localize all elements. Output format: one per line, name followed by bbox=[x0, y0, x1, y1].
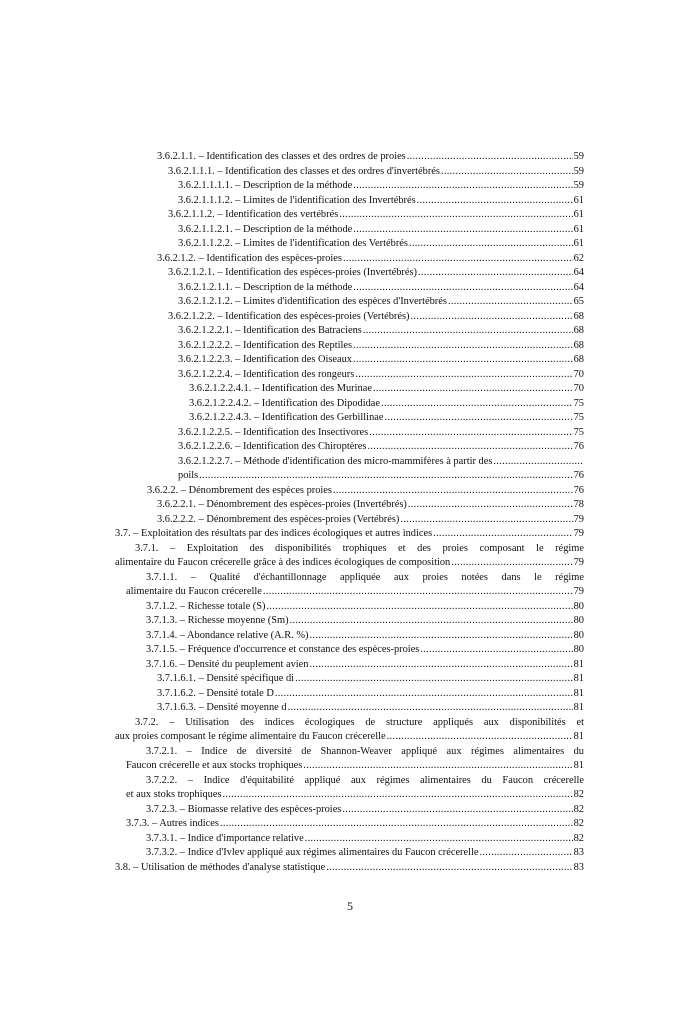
leader-dots bbox=[353, 281, 572, 296]
toc-entry-label: 3.6.2.1.2.2. – Identification des espèces-proies (Vertébrés) bbox=[168, 310, 410, 322]
toc-entry-label: 3.6.2.1.2. – Identification des espèces-proies bbox=[157, 252, 342, 264]
toc-entry-label: 3.6.2.1.2.1. – Identification des espèces-proies (Invertébrés) bbox=[168, 267, 417, 278]
toc-entry-page: 68 bbox=[573, 310, 584, 322]
toc-entry-label: 3.6.2.1.2.2.4.1. – Identification des Murinae bbox=[189, 383, 372, 394]
toc-entry-page: 59 bbox=[573, 180, 584, 191]
leader-dots bbox=[433, 527, 572, 542]
toc-entry[interactable] bbox=[157, 498, 584, 513]
toc-entry-page: 68 bbox=[573, 325, 584, 336]
leader-dots bbox=[353, 223, 572, 238]
toc-entry-page: 79 bbox=[573, 557, 584, 568]
toc-entry-page: 80 bbox=[573, 600, 584, 612]
toc-entry[interactable] bbox=[147, 484, 584, 499]
toc-entry-label-continued: alimentaire du Faucon crécerelle bbox=[126, 586, 262, 597]
toc-entry[interactable] bbox=[168, 266, 584, 281]
toc-entry-label: 3.6.2.1.2.2.6. – Identification des Chiroptères bbox=[178, 441, 367, 452]
toc-entry-label-continued: poils bbox=[178, 470, 199, 481]
leader-dots bbox=[355, 368, 572, 383]
leader-dots bbox=[411, 310, 573, 325]
toc-entry-page: 59 bbox=[573, 165, 584, 177]
toc-entry-label: 3.6.2.2. – Dénombrement des espèces proies bbox=[147, 484, 332, 496]
toc-entry-label: 3.6.2.1.1.1.1. – Description de la méthode bbox=[178, 180, 353, 191]
leader-dots bbox=[263, 585, 573, 600]
toc-entry[interactable] bbox=[178, 455, 584, 484]
toc-entry-label: 3.7.1.2. – Richesse totale (S) bbox=[146, 600, 266, 612]
toc-entry-page: 62 bbox=[573, 252, 584, 264]
toc-entry[interactable] bbox=[146, 803, 584, 818]
toc-entry-label: 3.7.1.1. – Qualité d'échantillonnage appliquée aux proies notées dans le régime bbox=[146, 571, 584, 583]
toc-entry[interactable] bbox=[168, 208, 584, 223]
toc-entry-label: 3.7.2.1. – Indice de diversité de Shannon-Weaver appliqué aux régimes alimentaires du bbox=[146, 745, 584, 757]
leader-dots bbox=[441, 165, 573, 180]
toc-entry[interactable] bbox=[157, 687, 584, 702]
toc-entry-page: 81 bbox=[573, 673, 584, 684]
toc-entry-page: 64 bbox=[573, 267, 584, 278]
toc-entry-page: 81 bbox=[573, 658, 584, 670]
toc-entry-label: 3.6.2.1.1.2.1. – Description de la méthode bbox=[178, 223, 353, 235]
toc-entry-page: 76 bbox=[573, 484, 584, 496]
toc-entry[interactable] bbox=[126, 817, 584, 832]
toc-entry[interactable] bbox=[126, 571, 584, 600]
toc-entry[interactable] bbox=[146, 629, 584, 644]
toc-entry-page: 68 bbox=[573, 354, 584, 365]
leader-dots bbox=[381, 397, 573, 412]
toc-entry[interactable] bbox=[146, 600, 584, 615]
toc-entry-label: 3.7.1.6. – Densité du peuplement avien bbox=[146, 658, 309, 670]
toc-entry[interactable] bbox=[178, 179, 584, 194]
toc-entry-page: 81 bbox=[573, 760, 584, 771]
toc-entry[interactable] bbox=[178, 194, 584, 209]
toc-entry-page: 79 bbox=[573, 528, 584, 539]
leader-dots bbox=[295, 672, 573, 687]
toc-entry-page: 61 bbox=[573, 238, 584, 249]
toc-entry[interactable] bbox=[178, 223, 584, 238]
toc-entry-label: 3.6.2.1.1.1. – Identification des classes et des ordres d'invertébrés bbox=[168, 165, 440, 177]
toc-entry-label: 3.7.1. – Exploitation des disponibilités trophiques et des proies composant le régime bbox=[135, 542, 584, 554]
leader-dots bbox=[385, 411, 573, 426]
leader-dots bbox=[373, 382, 573, 397]
toc-entry-page: 80 bbox=[573, 629, 584, 641]
toc-entry-label: 3.6.2.1.2.1.2. – Limites d'identification des espèces d'Invertébrés bbox=[178, 296, 447, 307]
toc-entry[interactable] bbox=[146, 643, 584, 658]
leader-dots bbox=[369, 426, 572, 441]
toc-entry-label: 3.6.2.2.1. – Dénombrement des espèces-proies (Invertébrés) bbox=[157, 499, 407, 510]
toc-entry-label: 3.6.2.1.1.2.2. – Limites de l'identification des Vertébrés bbox=[178, 238, 408, 249]
toc-entry[interactable] bbox=[115, 861, 584, 876]
leader-dots bbox=[223, 788, 573, 803]
toc-entry[interactable] bbox=[146, 614, 584, 629]
toc-entry[interactable] bbox=[168, 310, 584, 325]
leader-dots bbox=[339, 208, 572, 223]
toc-entry[interactable] bbox=[157, 672, 584, 687]
leader-dots bbox=[400, 513, 572, 528]
toc-entry-label-continued: alimentaire du Faucon crécerelle grâce à des indices écologiques de composition bbox=[115, 557, 451, 568]
leader-dots bbox=[220, 817, 573, 832]
toc-entry-label: 3.7.1.6.1. – Densité spécifique di bbox=[157, 673, 295, 684]
toc-entry-label: 3.6.2.1.2.2.5. – Identification des Insectivores bbox=[178, 426, 369, 438]
toc-entry-page: 76 bbox=[573, 441, 584, 452]
leader-dots bbox=[353, 339, 573, 354]
toc-entry-label: 3.7. – Exploitation des résultats par des indices écologiques et autres indices bbox=[115, 528, 433, 539]
leader-dots bbox=[493, 455, 583, 470]
toc-entry-page: 61 bbox=[573, 223, 584, 235]
toc-entry-label: 3.7.1.6.3. – Densité moyenne d bbox=[157, 702, 287, 713]
leader-dots bbox=[326, 861, 572, 876]
toc-entry[interactable] bbox=[178, 440, 584, 455]
leader-dots bbox=[343, 252, 573, 267]
leader-dots bbox=[288, 701, 573, 716]
leader-dots bbox=[363, 324, 573, 339]
toc-entry-page: 78 bbox=[573, 499, 584, 510]
toc-entry-page: 70 bbox=[573, 368, 584, 380]
table-of-contents bbox=[0, 150, 700, 875]
toc-entry[interactable] bbox=[126, 774, 584, 803]
toc-entry[interactable] bbox=[115, 542, 584, 571]
toc-entry-label: 3.6.2.1.2.2.4. – Identification des rongeurs bbox=[178, 368, 355, 380]
leader-dots bbox=[266, 600, 572, 615]
leader-dots bbox=[303, 759, 572, 774]
toc-entry-page: 82 bbox=[573, 818, 584, 829]
toc-entry[interactable] bbox=[157, 513, 584, 528]
toc-entry[interactable] bbox=[168, 165, 584, 180]
toc-entry-label: 3.6.2.1.1.1.2. – Limites de l'identification des Invertébrés bbox=[178, 194, 416, 206]
toc-entry-page: 82 bbox=[573, 803, 584, 815]
leader-dots bbox=[309, 658, 572, 673]
toc-entry-label: 3.6.2.1.1. – Identification des classes et des ordres de proies bbox=[157, 151, 406, 162]
leader-dots bbox=[275, 687, 573, 702]
toc-entry[interactable] bbox=[178, 324, 584, 339]
toc-entry[interactable] bbox=[178, 368, 584, 383]
toc-entry-page: 82 bbox=[573, 789, 584, 800]
leader-dots bbox=[353, 353, 573, 368]
leader-dots bbox=[290, 614, 573, 629]
toc-entry[interactable] bbox=[157, 150, 584, 165]
toc-entry-label-continued: Faucon crécerelle et aux stocks trophiques bbox=[126, 760, 303, 771]
toc-entry-page: 75 bbox=[573, 426, 584, 438]
toc-entry-page: 59 bbox=[573, 151, 584, 162]
toc-entry-label: 3.6.2.1.2.2.4.2. – Identification des Dipodidae bbox=[189, 397, 381, 409]
toc-entry-page: 70 bbox=[573, 383, 584, 394]
leader-dots bbox=[305, 832, 573, 847]
toc-entry[interactable] bbox=[178, 295, 584, 310]
toc-entry[interactable] bbox=[146, 658, 584, 673]
leader-dots bbox=[480, 846, 573, 861]
toc-entry-page: 83 bbox=[573, 847, 584, 858]
toc-entry-label: 3.7.3.1. – Indice d'importance relative bbox=[146, 832, 304, 844]
leader-dots bbox=[309, 629, 572, 644]
toc-entry-label: 3.7.3. – Autres indices bbox=[126, 818, 219, 829]
toc-entry-page: 61 bbox=[573, 194, 584, 206]
toc-entry[interactable] bbox=[146, 832, 584, 847]
toc-entry[interactable] bbox=[115, 716, 584, 745]
toc-entry-label: 3.7.3.2. – Indice d'Ivlev appliqué aux régimes alimentaires du Faucon crécerelle bbox=[146, 847, 479, 858]
toc-entry-label: 3.6.2.1.2.1.1. – Description de la méthode bbox=[178, 281, 353, 293]
toc-entry-label: 3.6.2.1.2.2.3. – Identification des Oiseaux bbox=[178, 354, 353, 365]
toc-entry-label: 3.8. – Utilisation de méthodes d'analyse statistique bbox=[115, 861, 326, 873]
leader-dots bbox=[367, 440, 572, 455]
toc-entry-page: 61 bbox=[573, 209, 584, 220]
toc-entry-page: 81 bbox=[573, 731, 584, 742]
toc-entry[interactable] bbox=[157, 252, 584, 267]
toc-entry-page: 64 bbox=[573, 281, 584, 293]
leader-dots bbox=[199, 469, 572, 484]
toc-entry-page: 82 bbox=[573, 832, 584, 844]
toc-entry[interactable] bbox=[189, 397, 584, 412]
toc-entry-label: 3.7.1.3. – Richesse moyenne (Sm) bbox=[146, 615, 289, 626]
toc-entry-page: 80 bbox=[573, 615, 584, 626]
toc-entry-label: 3.6.2.1.2.2.2. – Identification des Reptiles bbox=[178, 339, 353, 351]
toc-entry-label: 3.7.2.2. – Indice d'équitabilité appliqué aux régimes alimentaires du Faucon crécerelle bbox=[146, 774, 584, 786]
leader-dots bbox=[342, 803, 572, 818]
toc-entry[interactable] bbox=[146, 846, 584, 861]
toc-entry[interactable] bbox=[189, 411, 584, 426]
toc-entry-page: 75 bbox=[573, 397, 584, 409]
toc-entry-label: 3.6.2.1.2.2.1. – Identification des Batraciens bbox=[178, 325, 362, 336]
toc-entry-page: 65 bbox=[573, 296, 584, 307]
leader-dots bbox=[333, 484, 573, 499]
leader-dots bbox=[353, 179, 572, 194]
toc-entry[interactable] bbox=[178, 339, 584, 354]
toc-entry-label: 3.6.2.1.1.2. – Identification des vertébrés bbox=[168, 209, 339, 220]
toc-entry-label: 3.6.2.1.2.2.7. – Méthode d'identification des micro-mammifères à partir des bbox=[178, 455, 493, 467]
leader-dots bbox=[451, 556, 572, 571]
toc-entry[interactable] bbox=[126, 745, 584, 774]
toc-entry[interactable] bbox=[157, 701, 584, 716]
toc-entry[interactable] bbox=[189, 382, 584, 397]
toc-entry-page: 75 bbox=[573, 412, 584, 423]
toc-entry-page: 79 bbox=[573, 586, 584, 597]
toc-entry-page: 80 bbox=[573, 644, 584, 655]
toc-entry-label: 3.7.2. – Utilisation des indices écologiques de structure appliqués aux disponibilités et bbox=[135, 716, 584, 728]
toc-entry-page: 79 bbox=[573, 513, 584, 525]
toc-entry-label: 3.7.1.4. – Abondance relative (A.R. %) bbox=[146, 629, 309, 641]
leader-dots bbox=[417, 194, 573, 209]
toc-entry-page: 83 bbox=[573, 861, 584, 873]
toc-entry[interactable] bbox=[178, 426, 584, 441]
toc-entry-label: 3.7.1.5. – Fréquence d'occurrence et constance des espèces-proies bbox=[146, 644, 420, 655]
page-number: 5 bbox=[347, 899, 353, 913]
leader-dots bbox=[407, 150, 573, 165]
toc-entry-label-continued: aux proies composant le régime alimentaire du Faucon crécerelle bbox=[115, 731, 386, 742]
leader-dots bbox=[408, 498, 573, 513]
toc-entry-page: 81 bbox=[573, 702, 584, 713]
leader-dots bbox=[448, 295, 573, 310]
toc-entry[interactable] bbox=[178, 237, 584, 252]
toc-entry-page: 76 bbox=[573, 470, 584, 481]
toc-entry-page: 68 bbox=[573, 339, 584, 351]
toc-entry-label: 3.7.2.3. – Biomasse relative des espèces-proies bbox=[146, 803, 342, 815]
leader-dots bbox=[387, 730, 573, 745]
toc-entry-label: 3.6.2.1.2.2.4.3. – Identification des Gerbillinae bbox=[189, 412, 384, 423]
toc-entry-label-continued: et aux stoks trophiques bbox=[126, 789, 222, 800]
toc-entry[interactable] bbox=[178, 353, 584, 368]
toc-entry-page: 81 bbox=[573, 687, 584, 699]
toc-entry-label: 3.7.1.6.2. – Densité totale D bbox=[157, 687, 274, 699]
leader-dots bbox=[418, 266, 573, 281]
leader-dots bbox=[420, 643, 572, 658]
toc-entry[interactable] bbox=[115, 527, 584, 542]
toc-entry[interactable] bbox=[178, 281, 584, 296]
toc-entry-label: 3.6.2.2.2. – Dénombrement des espèces-proies (Vertébrés) bbox=[157, 513, 400, 525]
leader-dots bbox=[409, 237, 573, 252]
